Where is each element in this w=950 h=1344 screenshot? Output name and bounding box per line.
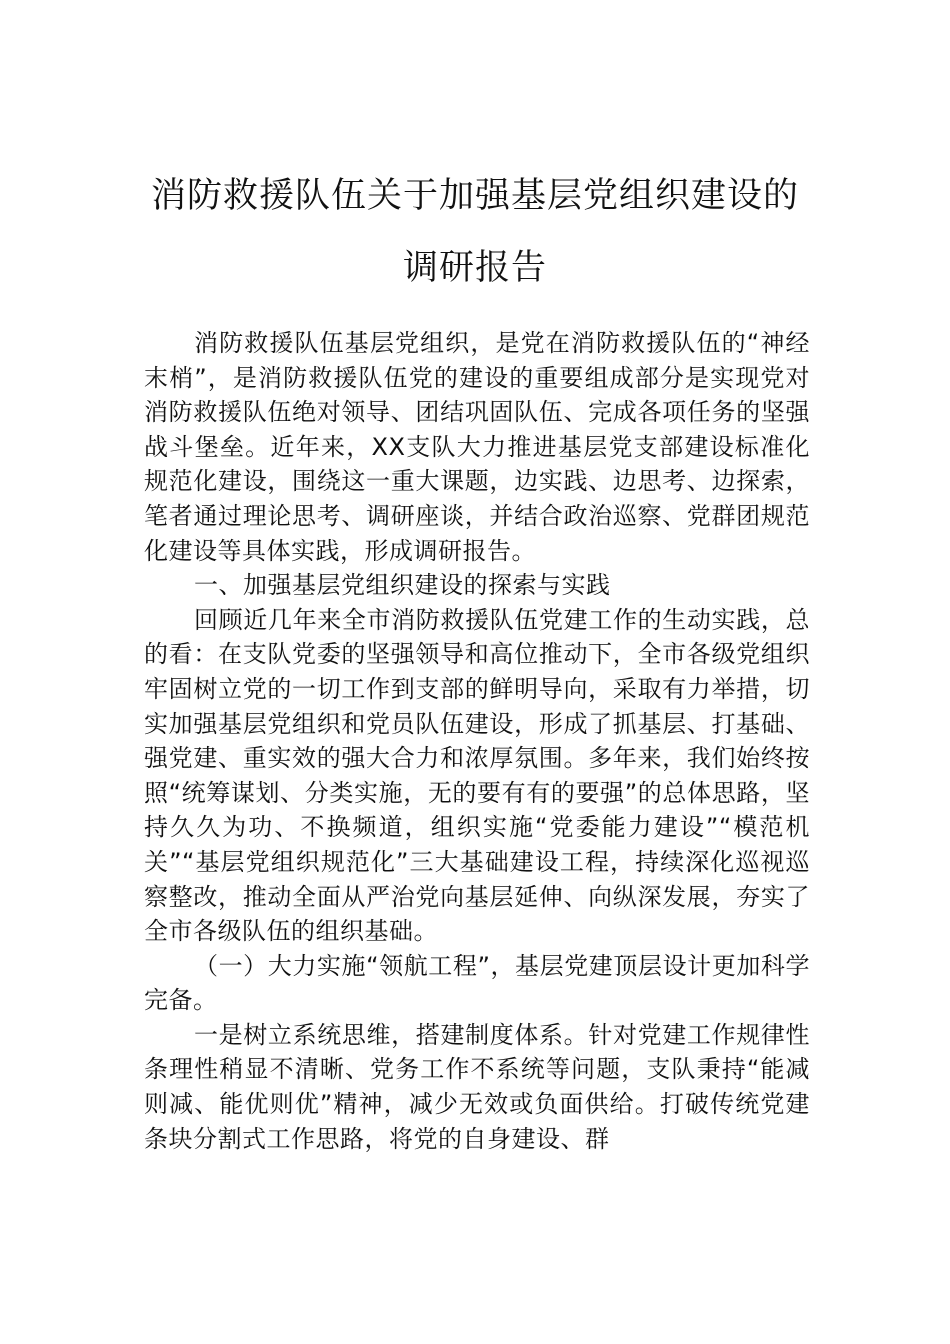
paragraph-intro: 消防救援队伍基层党组织，是党在消防救援队伍的“神经末梢”，是消防救援队伍党的建设的重要组成部分是实现党对消防救援队伍绝对领导、团结巩固队伍、完成各项任务的坚强战斗堡垒。近年来，XX支队大力推进基层党支部建设标准化规范化建设，围绕这一重大课题，边实践、边思考、边探索，笔者通过理论思考、调研座谈，并结合政治巡察、党群团规范化建设等具体实践，形成调研报告。 [144,329,810,565]
title-line-1: 消防救援队伍关于加强基层党组织建设的 [150,176,799,216]
paragraph-review: 回顾近几年来全市消防救援队伍党建工作的生动实践，总的看：在支队党委的坚强领导和高位推动下，全市各级党组织牢固树立党的一切工作到支部的鲜明导向，采取有力举措，切实加强基层党组织和党员队伍建设，形成了抓基层、打基础、强党建、重实效的强大合力和浓厚氛围。多年来，我们始终按照“统筹谋划、分类实施，无的要有有的要强”的总体思路，坚持久久为功、不换频道，组织实施“党委能力建设”“模范机关”“基层党组织规范化”三大基础建设工程，持续深化巡视巡察整改，推动全面从严治党向基层延伸、向纵深发展，夯实了全市各级队伍的组织基础。 [144,605,810,946]
subsection-heading-1: （一）大力实施“领航工程”，基层党建顶层设计更加科学完备。 [144,951,810,1015]
paragraph-point-1: 一是树立系统思维，搭建制度体系。针对党建工作规律性条理性稍显不清晰、党务工作不系统等问题，支队秉持“能减则减、能优则优”精神，减少无效或负面供给。打破传统党建条块分割式工作思路，将党的自身建设、群 [144,1020,810,1153]
document-title [0,160,950,304]
section-heading-1: 一、加强基层党组织建设的探索与实践 [194,571,611,600]
title-line-2: 调研报告 [402,248,547,288]
document-body [144,326,810,1156]
